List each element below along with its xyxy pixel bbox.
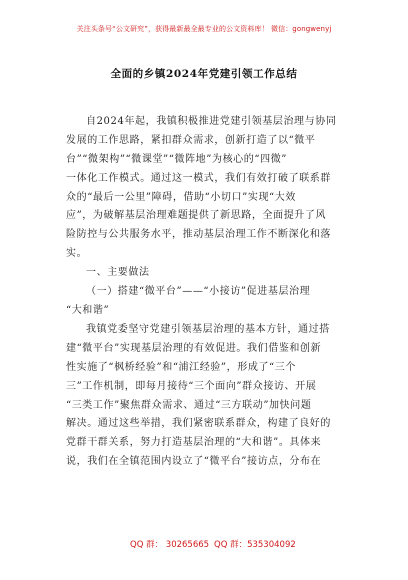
header-banner: 关注头条号“公文研究”，获得最新最全最专业的公文资料库！ 微信：gongwenyj — [76, 25, 332, 33]
text-line: 台”“微架构”“微课堂”“微阵地”为核心的“四微” — [66, 153, 288, 165]
footer-qq-group-right: QQ 群：535304092 — [214, 540, 296, 550]
text-line: 众的“最后一公里”障碍，借助“小切口”实现“大效 — [66, 191, 296, 203]
subheading-line: “大和谐” — [66, 304, 110, 316]
text-line: 党群干群关系，努力打造基层治理的“大和谐”。具体来 — [66, 437, 322, 449]
text-line: 解决。通过这些举措，我们紧密联系群众，构建了良好的 — [66, 418, 331, 430]
text-line: 自2024年起，我镇积极推进党建引领基层治理与协同 — [86, 116, 337, 127]
text-line: “三类工作”聚焦群众需求、通过“三方联动”加快问题 — [66, 399, 312, 411]
text-line: 性实施了“枫桥经验”和“浦江经验”，形成了“三个 — [66, 361, 296, 373]
intro-paragraph — [66, 113, 352, 264]
text-line: 一体化工作模式。通过这一模式，我们有效打破了联系群 — [66, 172, 331, 184]
text-line: 说，我们在全镇范围内设立了“微平台”接访点，分布在 — [66, 456, 322, 468]
subheading-line: （一）搭建“微平台”——“小接访”促进基层治理 — [86, 286, 311, 297]
section-heading-text: 一、主要做法 — [86, 267, 150, 278]
text-line: 发展的工作思路，紧扣群众需求，创新打造了以“微平 — [66, 134, 316, 146]
document-title: 全面的乡镇2024年党建引领工作总结 — [110, 68, 298, 80]
text-line: 应”，为破解基层治理难题提供了新思路，全面提升了风 — [66, 210, 327, 222]
body-paragraph — [66, 321, 352, 472]
section-heading — [66, 264, 352, 283]
footer-qq-group-left: QQ 群： 30265665 — [130, 540, 210, 550]
text-line: 险防控与公共服务水平，推动基层治理工作不断深化和落 — [66, 229, 331, 241]
text-line: 三”工作机制，即每月接待“三个面向”群众接访、开展 — [66, 380, 317, 392]
text-line: 建“微平台”实现基层治理的有效促进。我们借鉴和创新 — [66, 342, 322, 354]
subheading — [66, 283, 352, 321]
text-line: 实。 — [66, 248, 88, 260]
text-line: 我镇党委坚守党建引领基层治理的基本方针，通过搭 — [86, 324, 330, 335]
